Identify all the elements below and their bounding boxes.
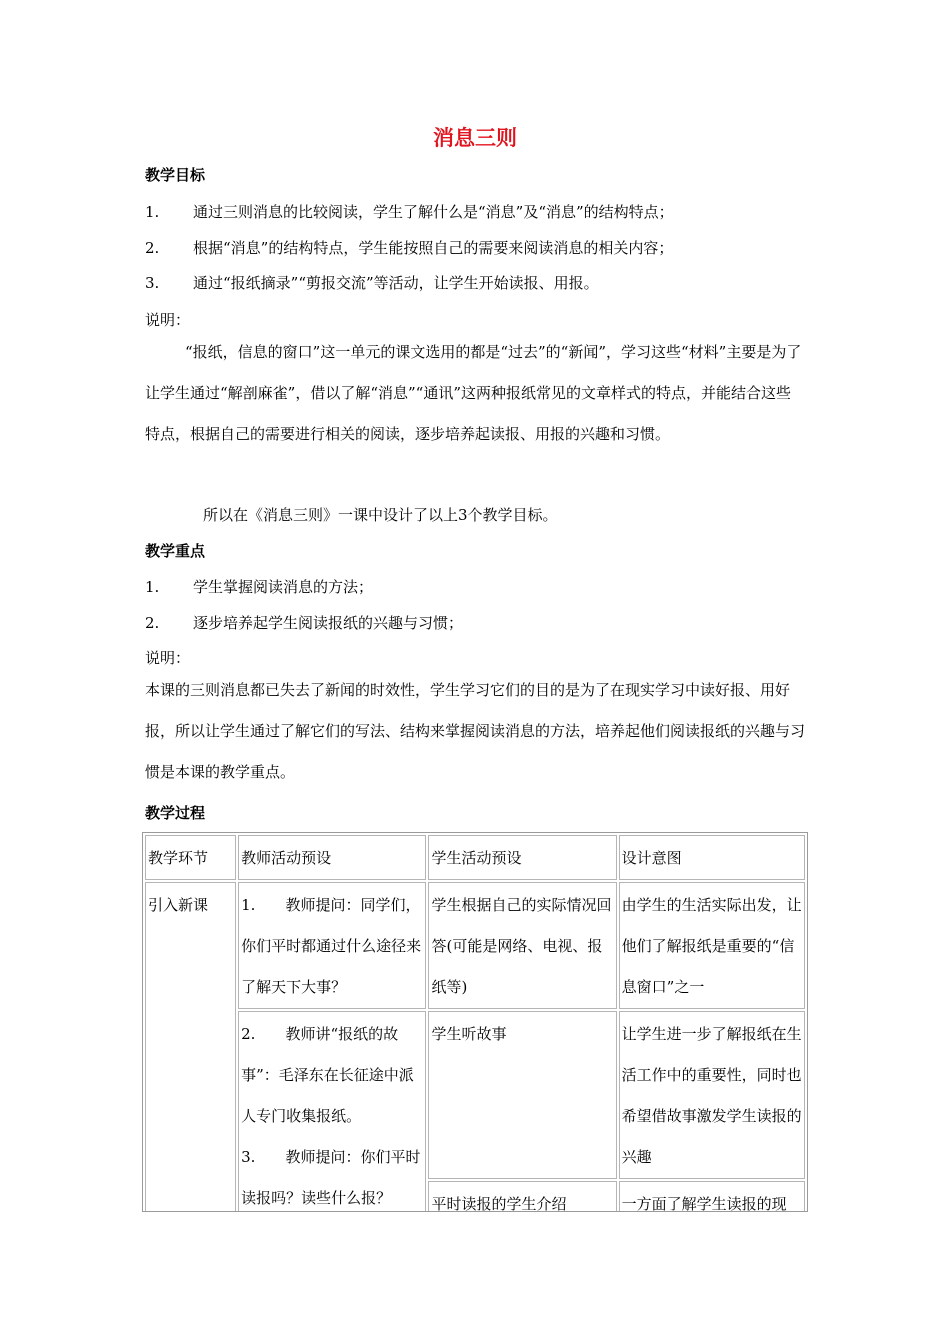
focus-text: 学生掌握阅读消息的方法； bbox=[193, 578, 374, 596]
focus-note-paragraph: 本课的三则消息都已失去了新闻的时效性，学生学习它们的目的是为了在现实学习中读好报、用好报，所以让学生通过了解它们的写法、结构来掌握阅读消息的方法，培养起他们阅读报纸的兴趣与习惯是本课的教学重点。 bbox=[145, 681, 806, 781]
header-cell: 设计意图 bbox=[619, 835, 805, 880]
focus-note-label: 说明： bbox=[145, 649, 191, 667]
goals-heading: 教学目标 bbox=[145, 166, 206, 184]
student-cell: 学生听故事 bbox=[428, 1011, 616, 1179]
goal-item-3 bbox=[145, 272, 599, 293]
document-title: 消息三则 bbox=[433, 126, 517, 150]
focus-num: 2. bbox=[145, 614, 160, 632]
teacher-activity: 2. 教师讲“报纸的故事”：毛泽东在长征途中派人专门收集报纸。 bbox=[241, 1025, 414, 1125]
focus-item-2 bbox=[145, 612, 463, 633]
teacher-activity: 3. 教师提问：你们平时读报吗？读些什么报？ bbox=[241, 1148, 421, 1207]
intent-cell: 让学生进一步了解报纸在生活工作中的重要性，同时也希望借故事激发学生读报的兴趣 bbox=[619, 1011, 805, 1179]
goal-text: 根据“消息”的结构特点，学生能按照自己的需要来阅读消息的相关内容； bbox=[193, 239, 674, 257]
goal-num: 2. bbox=[145, 239, 160, 257]
goals-note-summary: 所以在《消息三则》一课中设计了以上3个教学目标。 bbox=[203, 506, 558, 524]
student-cell: 平时读报的学生介绍 bbox=[428, 1181, 616, 1212]
focus-num: 1. bbox=[145, 578, 160, 596]
goal-num: 1. bbox=[145, 203, 160, 221]
header-cell: 学生活动预设 bbox=[428, 835, 616, 880]
focus-item-1 bbox=[145, 576, 373, 597]
teacher-cell bbox=[238, 1011, 426, 1212]
goal-text: 通过“报纸摘录”“剪报交流”等活动，让学生开始读报、用报。 bbox=[193, 274, 599, 292]
header-cell: 教师活动预设 bbox=[238, 835, 426, 880]
goal-item-1 bbox=[145, 201, 674, 222]
intent-cell: 由学生的生活实际出发，让他们了解报纸是重要的“信息窗口”之一 bbox=[619, 882, 805, 1009]
table-row bbox=[145, 882, 805, 1009]
teacher-cell: 1. 教师提问：同学们，你们平时都通过什么途径来了解天下大事？ bbox=[238, 882, 426, 1009]
process-table bbox=[142, 832, 808, 1212]
table-row bbox=[145, 1011, 805, 1179]
table-header-row bbox=[145, 835, 805, 880]
goal-num: 3. bbox=[145, 274, 160, 292]
goal-text: 通过三则消息的比较阅读，学生了解什么是“消息”及“消息”的结构特点； bbox=[193, 203, 674, 221]
stage-cell: 引入新课 bbox=[145, 882, 236, 1212]
goal-item-2 bbox=[145, 237, 673, 258]
goals-note-paragraph: “报纸，信息的窗口”这一单元的课文选用的都是“过去”的“新闻”，学习这些“材料”主要是为了让学生通过“解剖麻雀”，借以了解“消息”“通讯”这两种报纸常见的文章样式的特点，并能结合这些特点，根据自己的需要进行相关的阅读，逐步培养起读报、用报的兴趣和习惯。 bbox=[145, 343, 802, 443]
intent-cell: 一方面了解学生读报的现 bbox=[619, 1181, 805, 1212]
goals-note-label: 说明： bbox=[145, 311, 191, 329]
header-cell: 教学环节 bbox=[145, 835, 236, 880]
process-heading: 教学过程 bbox=[145, 804, 206, 822]
student-cell: 学生根据自己的实际情况回答(可能是网络、电视、报纸等) bbox=[428, 882, 616, 1009]
focus-text: 逐步培养起学生阅读报纸的兴趣与习惯； bbox=[193, 614, 464, 632]
focus-heading: 教学重点 bbox=[145, 542, 206, 560]
